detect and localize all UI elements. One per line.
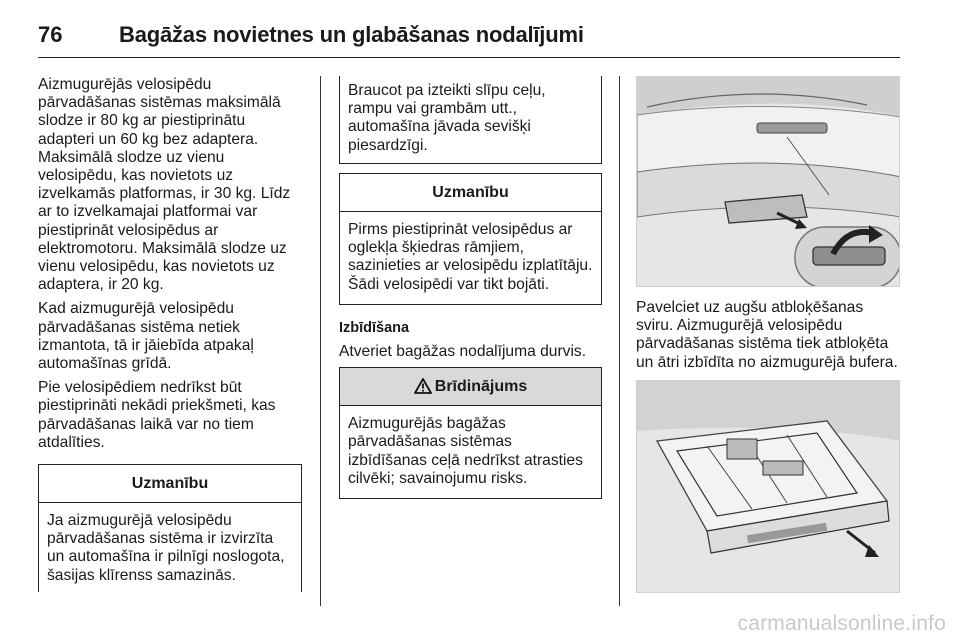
figure-caption: Pavelciet uz augšu atbloķēšanas sviru. Aizmugurējā velosipēdu pārvadāšanas sistēma tiek atbloķēta un ātri izbīdīta no aizmugurējā bufera. <box>636 299 898 371</box>
column-left <box>38 76 302 592</box>
column-middle <box>339 76 602 499</box>
figure-unlock-lever <box>636 76 900 287</box>
notice-box-clearance <box>38 464 302 592</box>
column-divider-2 <box>619 76 620 606</box>
warning-triangle-icon <box>414 378 432 394</box>
page-title: Bagāžas novietnes un glabāšanas nodalījumi <box>119 22 584 47</box>
notice-text: Ja aizmugurējā velosipēdu pārvadāšanas sistēma ir izvirzīta un automašīna ir pilnīgi noslogota, šasijas klīrenss samazinās. <box>47 512 285 584</box>
notice-continued-text: Braucot pa izteikti slīpu ceļu, rampu vai grambām utt., automašīna jāvada sevišķi piesardzīgi. <box>348 82 546 154</box>
figure-carrier-extended <box>636 380 900 593</box>
notice-box-carbon-frames <box>339 173 602 305</box>
warning-box <box>339 367 602 499</box>
warning-heading: Brīdinājums <box>434 378 528 396</box>
column-divider-1 <box>320 76 321 606</box>
paragraph-loose-objects: Pie velosipēdiem nedrīkst būt piestiprināti nekādi priekšmeti, kas pārvadāšanas laikā var no tiem atdalīties. <box>38 379 276 451</box>
warning-text: Aizmugurējās bagāžas pārvadāšanas sistēmas izbīdīšanas ceļā nedrīkst atrasties cilvēki; savainojumu risks. <box>348 415 583 487</box>
watermark: carmanualsonline.info <box>737 612 946 635</box>
paragraph-retract-when-unused: Kad aizmugurējā velosipēdu pārvadāšanas sistēma netiek izmantota, tā ir jāiebīda atpakaļ automašīnas grīdā. <box>38 300 254 373</box>
notice-heading: Uzmanību <box>340 174 601 212</box>
paragraph-load-limits: Aizmugurējās velosipēdu pārvadāšanas sistēmas maksimālā slodze ir 80 kg ar piestiprinātu adapteri un 60 kg bez adaptera. Maksimālā slodze uz vienu velosipēdu, kas novietots uz izvelkamās platformas, ir 30 kg. Līdz ar to izvelkamajai platformai var piestiprināt velosipēdus ar elektromotoru. Maksimālā slodze uz vienu velosipēdu, kas novietots uz adaptera, ir 20 kg. <box>38 76 291 294</box>
page-number: 76 <box>38 22 63 47</box>
paragraph-open-tailgate: Atveriet bagāžas nodalījuma durvis. <box>339 343 587 361</box>
notice-heading: Uzmanību <box>39 465 301 503</box>
section-subheading: Izbīdīšana <box>339 319 410 336</box>
page-header <box>38 18 900 58</box>
notice-box-continued <box>339 76 602 164</box>
column-right <box>636 76 900 593</box>
notice-text: Pirms piestiprināt velosipēdus ar oglekļa šķiedras rāmjiem, sazinieties ar velosipēdu izplatītāju. Šādi velosipēdi var tikt bojāti. <box>348 221 593 293</box>
warning-heading-bar <box>340 368 601 406</box>
